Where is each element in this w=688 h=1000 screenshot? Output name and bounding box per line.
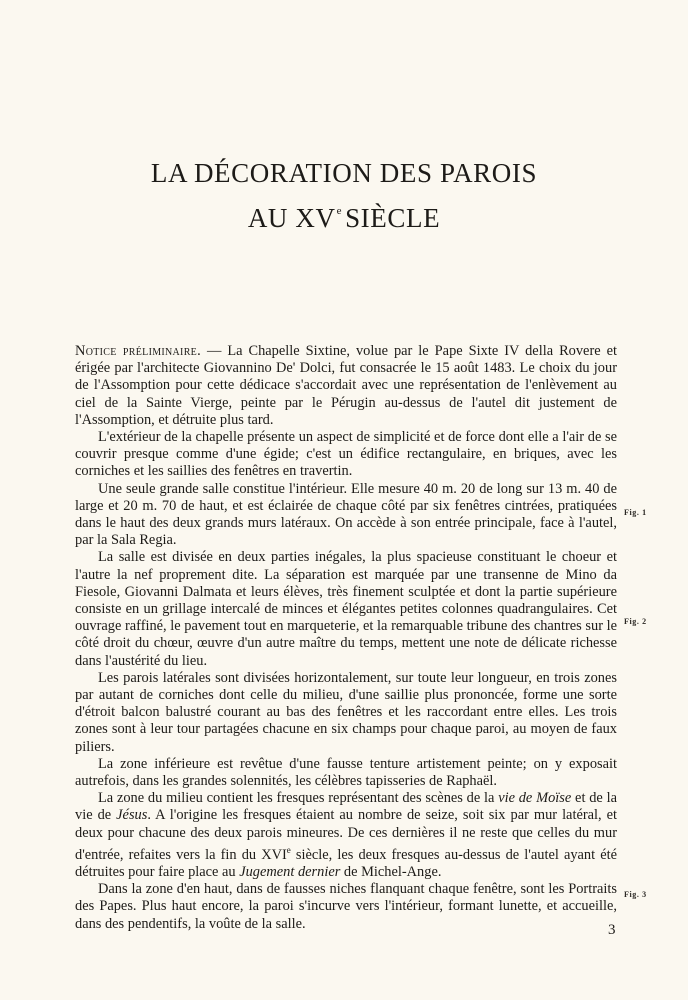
paragraph-upper-zone: Dans la zone d'en haut, dans de fausses niches flanquant chaque fenêtre, sont les Portraits des Papes. Plus haut encore, la paroi s'incurve vers l'intérieur, formant lunette, et accueille, dans des pendentifs, la voûte de la salle. <box>75 881 617 932</box>
paragraph-exterior: L'extérieur de la chapelle présente un aspect de simplicité et de force dont elle a l'air de se couvrir presque comme d'une égide; c'est un édifice rectangulaire, en briques, avec les corniches et les saillies des fenêtres en travertin. <box>75 429 617 480</box>
paragraph-interior: Une seule grande salle constitue l'intérieur. Elle mesure 40 m. 20 de long sur 13 m. 40 de large et 20 m. 70 de haut, et est éclairée de chaque côté par six fenêtres cintrées, pratiquées dans le haut des deux grands murs latéraux. On accède à son entrée principale, face à l'autel, par la Sala Regia. <box>75 480 617 549</box>
italic-jugement-dernier: Jugement dernier <box>239 863 341 880</box>
paragraph-walls: Les parois latérales sont divisées horizontalement, sur toute leur longueur, en trois zones par autant de corniches dont celle du milieu, d'une saillie plus prononcée, forme une sorte d'étroit balcon balustré courant au bas des fenêtres et les raccordant entre elles. Les trois zones sont à leur tour partagées chacune en six champs pour chaque paroi, au moyen de faux piliers. <box>75 669 617 755</box>
body-text <box>75 343 617 933</box>
middle-zone-text-e: de Michel-Ange. <box>340 863 442 880</box>
margin-note-fig-3: Fig. 3 <box>624 890 647 899</box>
title-line-2-suffix: SIÈCLE <box>345 203 441 233</box>
title-superscript: e <box>336 205 343 217</box>
italic-vie-de-moise: vie de Moïse <box>498 790 572 807</box>
title-line-2-prefix: AU XV <box>247 203 336 233</box>
margin-note-fig-1: Fig. 1 <box>624 508 647 517</box>
page-title-line-1: LA DÉCORATION DES PAROIS <box>150 158 538 188</box>
page-number: 3 <box>608 922 616 938</box>
middle-zone-text-c: . A l'origine les fresques étaient au nombre de seize, soit six par mur latéral, et deux pour chacune des deux parois mineures. De ces dernières il ne reste que celles du mur d'entrée, refaites vers la fin du XVI <box>75 807 617 863</box>
page-title-line-2 <box>0 192 688 237</box>
middle-zone-text-a: La zone du milieu contient les fresques représentant des scènes de la <box>98 790 499 807</box>
middle-zone-text-b: et de la vie de <box>75 790 617 824</box>
italic-jesus: Jésus <box>116 807 148 824</box>
notice-text: — La Chapelle Sixtine, volue par le Pape Sixte IV della Rovere et érigée par l'architecte Giovannino De' Dolci, fut consacrée le 15 août 1483. Le choix du jour de l'Assomption pour cette dédicace s'accordait avec une représentation de l'enlèvement au ciel de la Sainte Vierge, peinte par le Pérugin au-dessus de l'autel dit justement de l'Assomption, et détruite plus tard. <box>75 343 617 428</box>
paragraph-division: La salle est divisée en deux parties inégales, la plus spacieuse constituant le choeur et l'autre la nef proprement dite. La séparation est marquée par une transenne de Mino da Fiesole, Giovanni Dalmata et leurs élèves, très finement sculptée et dont la partie supérieure consiste en un grillage intercalé de minces et élégantes petites colonnes quadrangulaires. Cet ouvrage raffiné, le pavement tout en marqueterie, et la remarquable tribune des chantres sur le côté droit du chœur, œuvre d'un autre maître du temps, mettent une note de délicate richesse dans l'austérité du lieu. <box>75 549 617 669</box>
paragraph-notice <box>75 343 617 429</box>
century-superscript: e <box>286 844 291 855</box>
margin-note-fig-2: Fig. 2 <box>624 617 647 626</box>
notice-heading: Notice préliminaire. <box>75 343 201 359</box>
paragraph-middle-zone <box>75 790 617 881</box>
middle-zone-text-d: siècle, les deux fresques au-dessus de l'autel ayant été détruites pour faire place au <box>75 846 617 880</box>
paragraph-lower-zone: La zone inférieure est revêtue d'une fausse tenture artistement peinte; on y exposait autrefois, dans les grandes solennités, les célèbres tapisseries de Raphaël. <box>75 755 617 790</box>
